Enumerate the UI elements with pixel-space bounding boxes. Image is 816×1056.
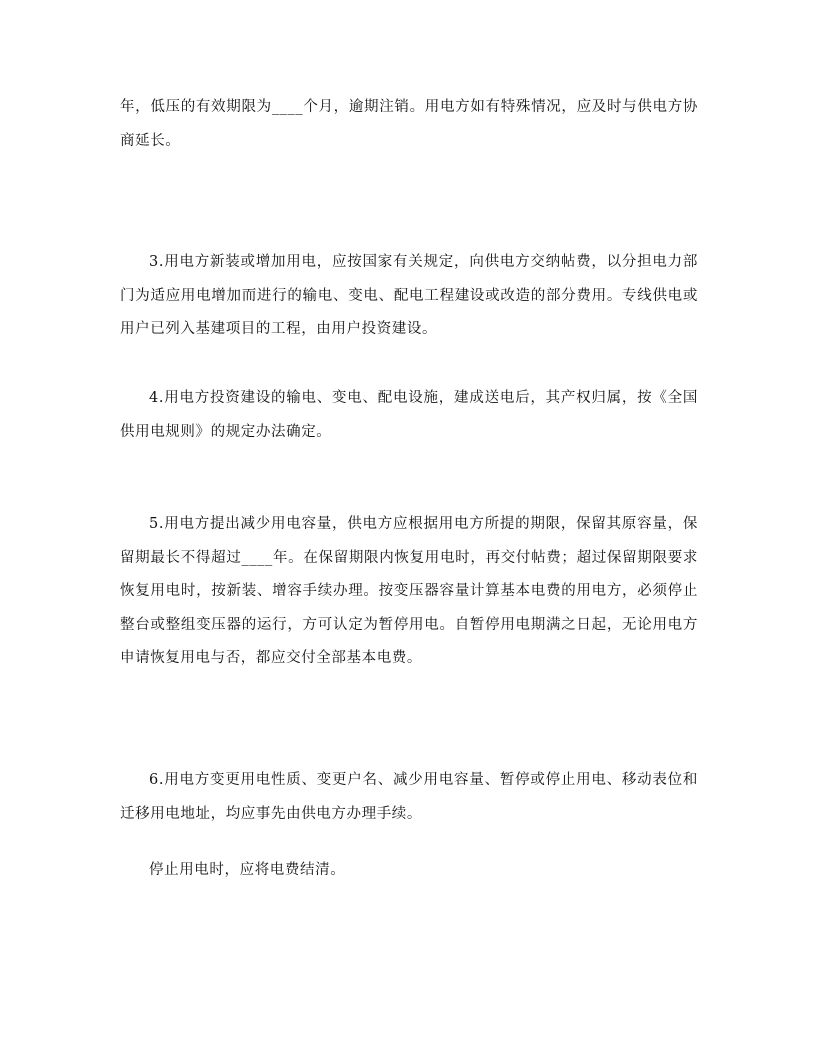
paragraph-validity-period: 年，低压的有效期限为____个月，逾期注销。用电方如有特殊情况，应及时与供电方协商延长。 [120, 99, 698, 149]
paragraph-stop-usage: 停止用电时，应将电费结清。 [149, 862, 346, 878]
paragraph-item-5: 5.用电方提出减少用电容量，供电方应根据用电方所提的期限，保留其原容量，保留期最长不得超过____年。在保留期限内恢复用电时，再交付帖费；超过保留期限要求恢复用电时，按新装、增容手续办理。按变压器容量计算基本电费的用电方，必须停止整台或整组变压器的运行，方可认定为暂停用电。自暂停用电期满之日起，无论用电方申请恢复用电与否，都应交付全部基本电费。 [120, 516, 698, 666]
paragraph-item-6: 6.用电方变更用电性质、变更户名、减少用电容量、暂停或停止用电、移动表位和迁移用电地址，均应事先由供电方办理手续。 [120, 772, 698, 822]
paragraph-item-4: 4.用电方投资建设的输电、变电、配电设施，建成送电后，其产权归属，按《全国供用电规则》的规定办法确定。 [120, 390, 698, 440]
paragraph-item-3: 3.用电方新装或增加用电，应按国家有关规定，向供电方交纳帖费，以分担电力部门为适应用电增加而进行的输电、变电、配电工程建设或改造的部分费用。专线供电或用户已列入基建项目的工程，由用户投资建设。 [120, 254, 698, 337]
